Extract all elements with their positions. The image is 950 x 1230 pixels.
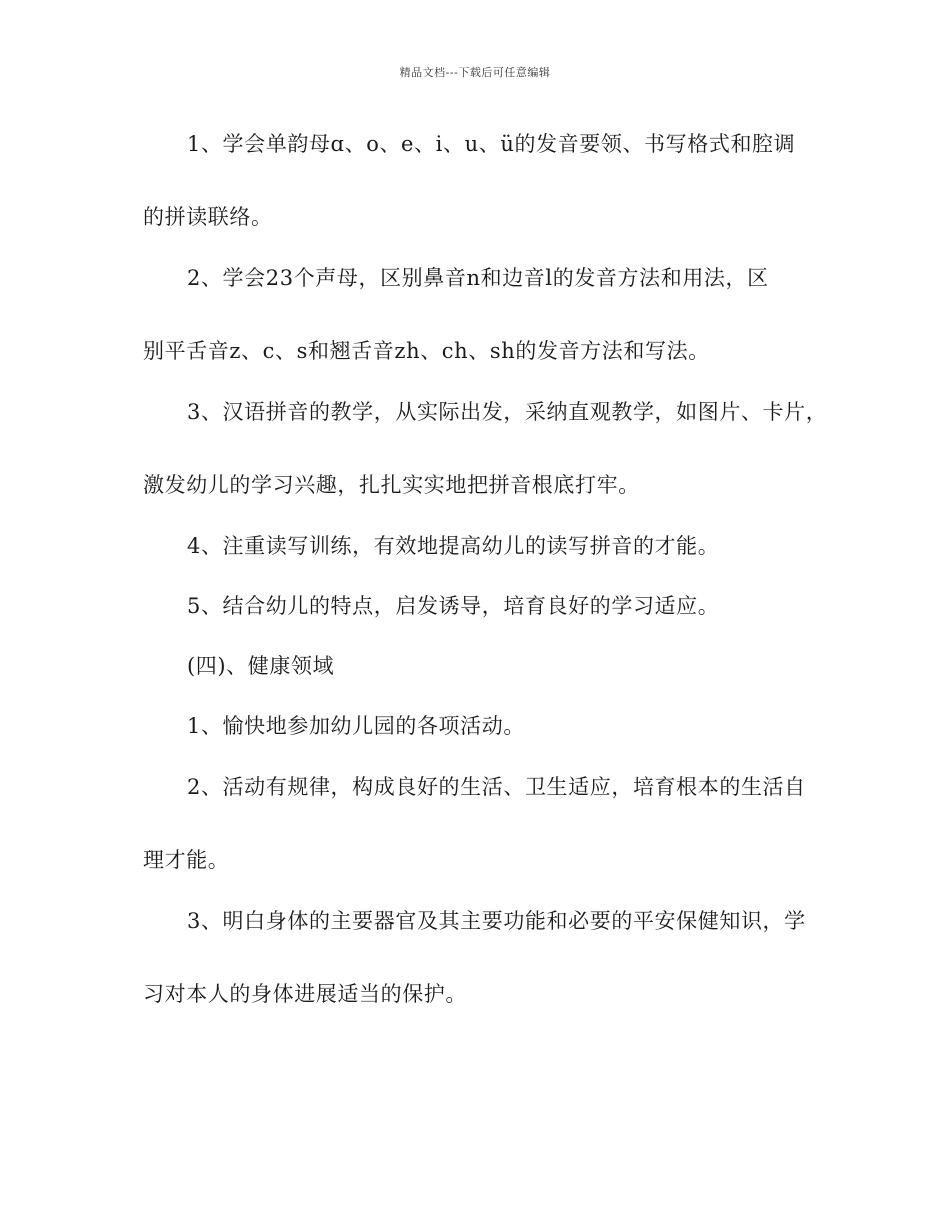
paragraph-line: 的拼读联络。 [143, 205, 273, 229]
paragraph-line: 3、汉语拼音的教学，从实际出发，采纳直观教学，如图片、卡片， [187, 400, 828, 424]
page-header: 精品文档---下载后可任意编辑 [399, 66, 551, 79]
paragraph-line: 5、结合幼儿的特点，启发诱导，培育良好的学习适应。 [187, 594, 720, 618]
paragraph-line: 激发幼儿的学习兴趣，扎扎实实地把拼音根底打牢。 [143, 473, 640, 497]
paragraph-line: 4、注重读写训练，有效地提高幼儿的读写拼音的才能。 [187, 534, 720, 558]
paragraph-line: 3、明白身体的主要器官及其主要功能和必要的平安保健知识，学 [187, 909, 806, 933]
paragraph-line: 别平舌音z、c、s和翘舌音zh、ch、sh的发音方法和写法。 [143, 339, 710, 363]
paragraph-line: 2、活动有规律，构成良好的生活、卫生适应，培育根本的生活自 [187, 775, 806, 799]
section-heading: (四)、健康领域 [187, 654, 335, 678]
paragraph-line: 1、愉快地参加幼儿园的各项活动。 [187, 714, 525, 738]
paragraph-line: 1、学会单韵母ɑ、o、e、i、u、ü的发音要领、书写格式和腔调 [187, 132, 796, 156]
paragraph-line: 2、学会23个声母，区别鼻音n和边音l的发音方法和用法，区 [187, 266, 769, 290]
paragraph-line: 习对本人的身体进展适当的保护。 [143, 982, 467, 1006]
paragraph-line: 理才能。 [143, 848, 230, 872]
